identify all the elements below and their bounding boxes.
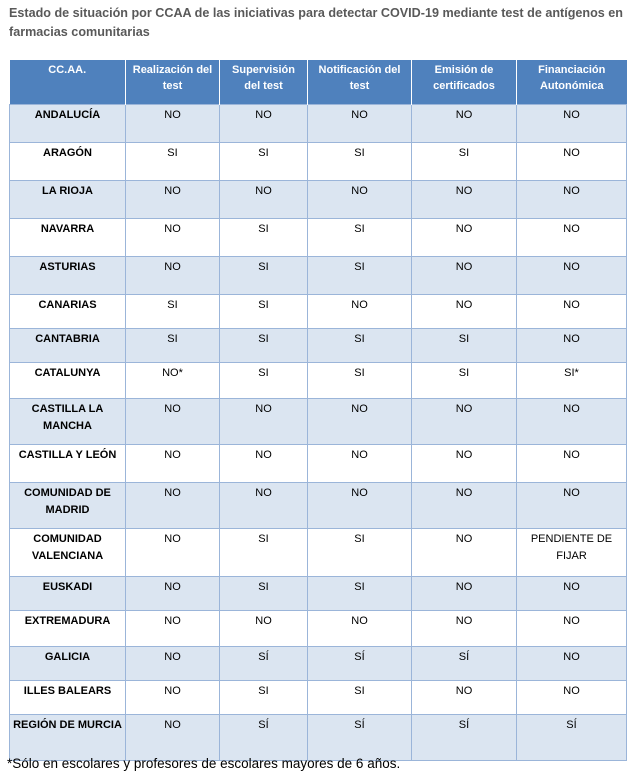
status-cell: NO — [126, 399, 220, 445]
status-cell: NO — [126, 577, 220, 611]
region-name: ANDALUCÍA — [10, 105, 126, 143]
table-row — [10, 715, 627, 761]
status-cell: SI — [126, 143, 220, 181]
status-cell: NO — [220, 483, 308, 529]
status-cell: SI — [220, 329, 308, 363]
table-row — [10, 577, 627, 611]
ccaa-status-table — [9, 60, 627, 761]
status-cell: NO — [126, 105, 220, 143]
column-header-notificacion: Notificación del test — [308, 60, 412, 105]
table-row — [10, 257, 627, 295]
status-cell: NO — [412, 529, 517, 577]
status-cell: NO — [126, 445, 220, 483]
status-cell: NO — [517, 295, 627, 329]
status-cell: SI — [220, 143, 308, 181]
status-cell: NO — [412, 105, 517, 143]
status-cell: NO — [126, 219, 220, 257]
status-cell: SÍ — [220, 715, 308, 761]
status-cell: NO — [308, 181, 412, 219]
status-cell: SI — [308, 219, 412, 257]
status-cell: NO — [220, 399, 308, 445]
status-cell: NO — [308, 483, 412, 529]
status-cell: NO — [220, 105, 308, 143]
status-cell: NO — [126, 257, 220, 295]
status-cell: SÍ — [412, 647, 517, 681]
table-row — [10, 529, 627, 577]
table-row — [10, 219, 627, 257]
region-name: REGIÓN DE MURCIA — [10, 715, 126, 761]
column-header-financiacion: Financiación Autonómica — [517, 60, 627, 105]
status-cell: SI — [412, 143, 517, 181]
status-cell: NO — [412, 295, 517, 329]
region-name: CATALUNYA — [10, 363, 126, 399]
status-cell: SI — [308, 329, 412, 363]
status-cell: SI* — [517, 363, 627, 399]
region-name: NAVARRA — [10, 219, 126, 257]
status-cell: SI — [308, 577, 412, 611]
status-cell: NO — [412, 611, 517, 647]
table-row — [10, 329, 627, 363]
region-name: CASTILLA LA MANCHA — [10, 399, 126, 445]
status-cell: NO — [517, 611, 627, 647]
status-cell: SÍ — [517, 715, 627, 761]
status-cell: SI — [126, 295, 220, 329]
status-cell: NO — [412, 483, 517, 529]
status-cell: SI — [412, 363, 517, 399]
region-name: ILLES BALEARS — [10, 681, 126, 715]
status-cell: NO — [220, 611, 308, 647]
table-row — [10, 295, 627, 329]
status-cell: NO — [517, 399, 627, 445]
status-cell: NO — [517, 647, 627, 681]
table-row — [10, 611, 627, 647]
status-cell: NO — [517, 577, 627, 611]
status-cell: NO — [308, 105, 412, 143]
status-cell: NO — [517, 181, 627, 219]
footnote: *Sólo en escolares y profesores de escolares mayores de 6 años. — [7, 756, 401, 771]
table-row — [10, 181, 627, 219]
status-cell: NO — [412, 445, 517, 483]
table-row — [10, 399, 627, 445]
status-cell: NO — [412, 181, 517, 219]
status-cell: SÍ — [308, 647, 412, 681]
status-cell: NO — [517, 219, 627, 257]
region-name: CANTABRIA — [10, 329, 126, 363]
table-header-row — [10, 60, 627, 105]
status-cell: NO — [220, 445, 308, 483]
status-cell: SI — [220, 219, 308, 257]
status-cell: NO — [308, 445, 412, 483]
column-header-ccaa: CC.AA. — [10, 60, 126, 105]
region-name: CANARIAS — [10, 295, 126, 329]
status-cell: NO — [308, 611, 412, 647]
status-cell: SÍ — [412, 715, 517, 761]
status-cell: NO — [517, 445, 627, 483]
status-cell: NO — [412, 681, 517, 715]
status-cell: NO — [517, 143, 627, 181]
status-cell: NO — [126, 647, 220, 681]
column-header-supervision: Supervisión del test — [220, 60, 308, 105]
status-cell: SI — [308, 143, 412, 181]
status-cell: NO — [412, 257, 517, 295]
region-name: ASTURIAS — [10, 257, 126, 295]
region-name: COMUNIDAD VALENCIANA — [10, 529, 126, 577]
status-cell: NO — [412, 219, 517, 257]
status-cell: NO — [220, 181, 308, 219]
status-cell: SI — [220, 529, 308, 577]
table-row — [10, 681, 627, 715]
status-cell: SI — [126, 329, 220, 363]
status-cell: NO — [126, 681, 220, 715]
status-cell: NO — [126, 715, 220, 761]
region-name: COMUNIDAD DE MADRID — [10, 483, 126, 529]
status-cell: NO — [126, 181, 220, 219]
region-name: ARAGÓN — [10, 143, 126, 181]
status-cell: SI — [308, 681, 412, 715]
status-cell: NO — [412, 399, 517, 445]
status-cell: SI — [220, 257, 308, 295]
status-cell: NO — [308, 399, 412, 445]
table-row — [10, 483, 627, 529]
region-name: EXTREMADURA — [10, 611, 126, 647]
status-cell: NO — [412, 577, 517, 611]
column-header-realizacion: Realización del test — [126, 60, 220, 105]
status-cell: NO — [126, 529, 220, 577]
region-name: EUSKADI — [10, 577, 126, 611]
status-cell: NO — [308, 295, 412, 329]
status-cell: NO — [517, 681, 627, 715]
column-header-emision: Emisión de certificados — [412, 60, 517, 105]
status-cell: SÍ — [308, 715, 412, 761]
page-title: Estado de situación por CCAA de las iniciativas para detectar COVID-19 mediante test de antígenos en farmacias comunitarias — [9, 6, 623, 39]
status-cell: NO — [517, 483, 627, 529]
status-cell: PENDIENTE DE FIJAR — [517, 529, 627, 577]
status-cell: SI — [220, 363, 308, 399]
status-cell: SI — [308, 529, 412, 577]
table-row — [10, 647, 627, 681]
status-cell: NO — [517, 329, 627, 363]
region-name: CASTILLA Y LEÓN — [10, 445, 126, 483]
status-cell: NO — [126, 483, 220, 529]
status-cell: SI — [412, 329, 517, 363]
table-row — [10, 363, 627, 399]
status-cell: NO — [517, 105, 627, 143]
status-cell: SI — [220, 681, 308, 715]
status-cell: SI — [220, 577, 308, 611]
status-cell: SI — [308, 257, 412, 295]
table-row — [10, 445, 627, 483]
table-row — [10, 143, 627, 181]
table-row — [10, 105, 627, 143]
status-cell: NO — [517, 257, 627, 295]
region-name: LA RIOJA — [10, 181, 126, 219]
status-cell: NO — [126, 611, 220, 647]
status-cell: SI — [220, 295, 308, 329]
status-cell: NO* — [126, 363, 220, 399]
status-cell: SÍ — [220, 647, 308, 681]
region-name: GALICIA — [10, 647, 126, 681]
status-cell: SI — [308, 363, 412, 399]
